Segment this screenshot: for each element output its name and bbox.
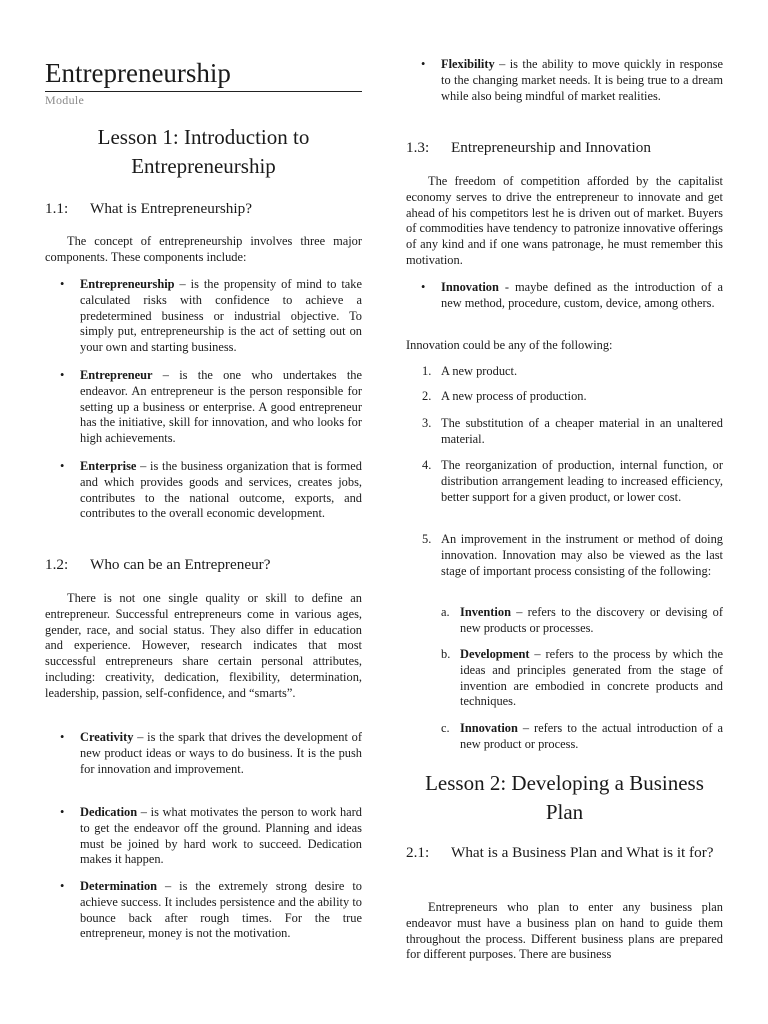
section-title: Entrepreneurship and Innovation xyxy=(451,139,651,156)
bullet-icon: • xyxy=(60,730,65,744)
definition: – is the propensity of mind to take calculated risks with confidence to achieve a predetermined business or industrial objective. To simply put, entrepreneurship is the act of setting out on your own and starting business. xyxy=(80,277,362,355)
list-item xyxy=(60,277,362,356)
term: Development xyxy=(460,647,530,661)
section-title: What is Entrepreneurship? xyxy=(90,200,252,217)
item-letter: b. xyxy=(441,647,451,661)
section-1-3-heading xyxy=(406,137,723,159)
definition: – is the one who undertakes the endeavor. An entrepreneur is the person responsible for setting up a business or enterprise. A good entrepreneur has the initiative, skill for innovation, and who looks for high achievements. xyxy=(80,368,362,446)
term: Creativity xyxy=(80,730,134,744)
lesson-2-title: Lesson 2: Developing a Business Plan xyxy=(425,771,704,824)
term: Innovation xyxy=(441,280,499,294)
bullet-icon: • xyxy=(60,459,65,473)
bullet-icon: • xyxy=(421,280,426,294)
term: Invention xyxy=(460,605,511,619)
title-divider xyxy=(45,91,362,92)
section-number: 2.1: xyxy=(406,844,430,861)
item-number: 1. xyxy=(422,364,432,378)
item-number: 5. xyxy=(422,532,432,546)
list-item xyxy=(421,57,723,104)
list-item xyxy=(422,532,723,579)
definition: – is the extremely strong desire to achieve success. It includes persistence and the ability to bounce back after rough times. For the true entrepreneur, money is not the motivation. xyxy=(80,879,362,941)
sub-list-item xyxy=(441,647,723,710)
list-item xyxy=(422,458,723,505)
item-number: 3. xyxy=(422,416,432,430)
term: Flexibility xyxy=(441,57,495,71)
item-text: The substitution of a cheaper material in an unaltered material. xyxy=(441,416,723,446)
section-2-1-intro: Entrepreneurs who plan to enter any business plan endeavor must have a business plan on hand to guide them throughout the process. Different business plans are prepared for different purposes. There are business xyxy=(406,900,723,962)
section-2-1-heading xyxy=(406,842,723,864)
definition: – is the spark that drives the development of new product ideas or ways to do business. It is the push for innovation and improvement. xyxy=(80,730,362,776)
item-text: An improvement in the instrument or method of doing innovation. Innovation may also be viewed as the last stage of important process consisting of the following: xyxy=(441,532,723,578)
section-1-1-heading xyxy=(45,198,362,220)
list-item xyxy=(421,280,723,312)
term: Innovation xyxy=(460,721,518,735)
definition: – is what motivates the person to work hard to get the endeavor off the ground. Planning and ideas must be joined by hard work to succeed. Dedication makes it happen. xyxy=(80,805,362,867)
term: Entrepreneurship xyxy=(80,277,175,291)
section-1-1-intro: The concept of entrepreneurship involves three major components. These components include: xyxy=(45,234,362,264)
bullet-icon: • xyxy=(60,805,65,819)
section-title: What is a Business Plan and What is it for? xyxy=(451,844,714,861)
bullet-icon: • xyxy=(60,277,65,291)
section-1-2-intro: There is not one single quality or skill to define an entrepreneur. Successful entrepreneurs come in various ages, gender, race, and social status. They also differ in education and experience. However, research indicates that most successful entrepreneurs share certain personal attributes, including: creativity, dedication, flexibility, determination, leadership, passion, self-confidence, and “smarts”. xyxy=(45,591,362,700)
document-subtitle: Module xyxy=(45,93,85,107)
section-1-3-intro: The freedom of competition afforded by the capitalist economy serves to drive the entrepreneur to innovate and get ahead of his competitors lest he is driven out of market. Buyers of commodities have tendency to patronize innovative offerings of any kind and if one wans patronage, he must remember this motivation. xyxy=(406,174,723,267)
list-item xyxy=(422,389,723,405)
term: Enterprise xyxy=(80,459,137,473)
item-text: A new process of production. xyxy=(441,389,587,403)
definition: – is the ability to move quickly in response to the changing market needs. It is being true to a dream while also being mindful of market realities. xyxy=(441,57,723,103)
list-item xyxy=(422,364,723,380)
bullet-icon: • xyxy=(60,879,65,893)
document-title: Entrepreneurship xyxy=(45,58,231,88)
bullet-icon: • xyxy=(421,57,426,71)
item-letter: c. xyxy=(441,721,450,735)
section-1-2-heading xyxy=(45,554,362,576)
section-title: Who can be an Entrepreneur? xyxy=(90,556,271,573)
sub-list-item xyxy=(441,605,723,637)
section-number: 1.1: xyxy=(45,200,69,217)
definition: – refers to the process by which the ideas and principles generated from the stage of invention are embodied in concrete products and techniques. xyxy=(460,647,723,709)
item-text: A new product. xyxy=(441,364,518,378)
section-number: 1.3: xyxy=(406,139,430,156)
term: Dedication xyxy=(80,805,138,819)
section-number: 1.2: xyxy=(45,556,69,573)
list-item xyxy=(60,879,362,942)
bullet-icon: • xyxy=(60,368,65,382)
list-item xyxy=(60,368,362,447)
lesson-1-title: Lesson 1: Introduction to Entrepreneurship xyxy=(97,125,310,178)
list-item xyxy=(422,416,723,448)
term: Determination xyxy=(80,879,158,893)
list-item xyxy=(60,805,362,868)
definition: – refers to the actual introduction of a new product or process. xyxy=(460,721,723,751)
item-text: The reorganization of production, internal function, or distribution arrangement leading to increased efficiency, better support for a given product, or lower cost. xyxy=(441,458,723,504)
item-number: 2. xyxy=(422,389,432,403)
definition: - maybe defined as the introduction of a new method, procedure, custom, device, among others. xyxy=(441,280,723,310)
innovation-list-intro: Innovation could be any of the following: xyxy=(406,338,613,352)
definition: – refers to the discovery or devising of new products or processes. xyxy=(460,605,723,635)
list-item xyxy=(60,459,362,522)
sub-list-item xyxy=(441,721,723,753)
term: Entrepreneur xyxy=(80,368,153,382)
definition: – is the business organization that is formed and which provides goods and services, creates jobs, contributes to the national outcome, exports, and contributes to the overall economic development. xyxy=(80,459,362,521)
item-number: 4. xyxy=(422,458,432,472)
list-item xyxy=(60,730,362,777)
item-letter: a. xyxy=(441,605,450,619)
